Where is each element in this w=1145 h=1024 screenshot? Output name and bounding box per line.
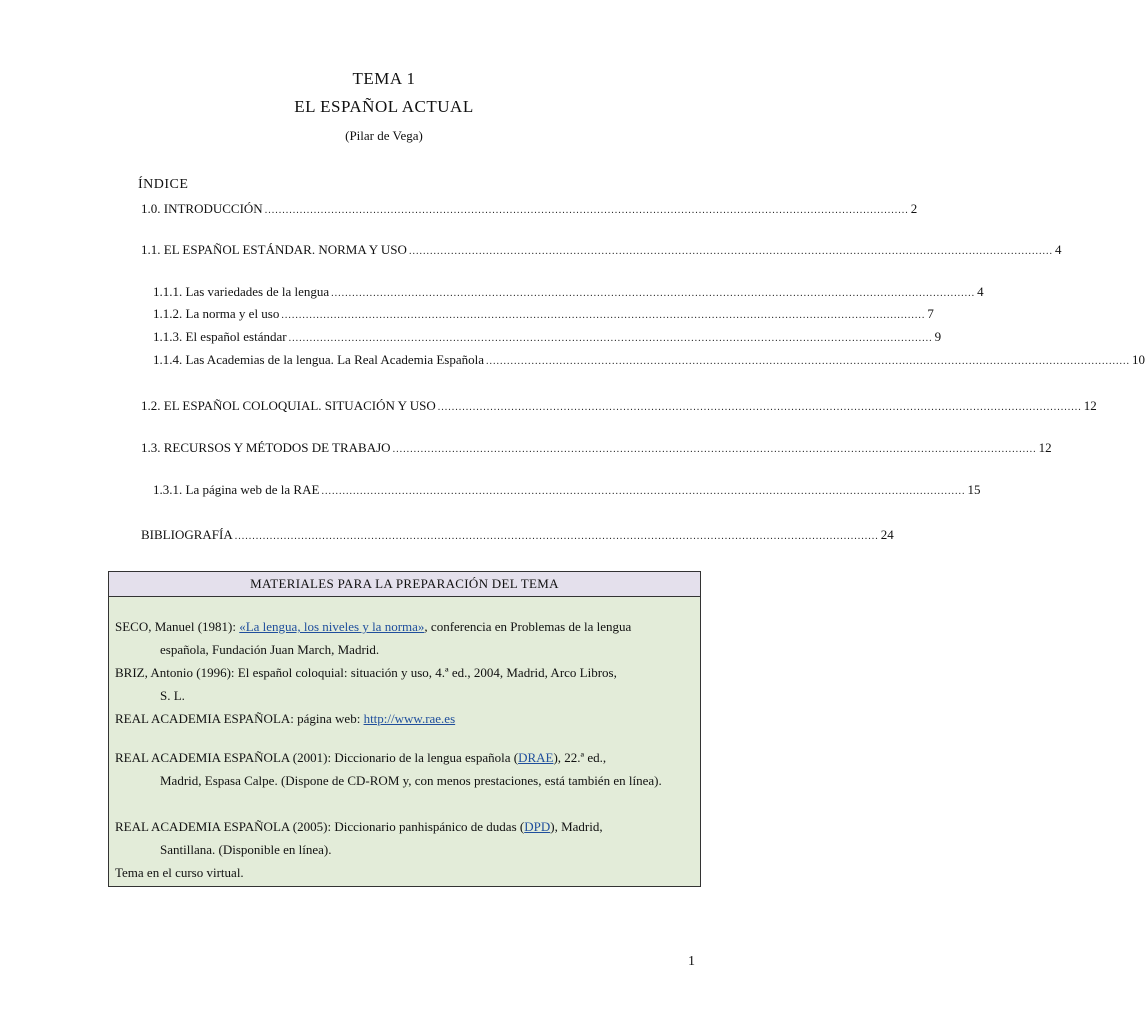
toc-entry-label: 1.1. EL ESPAÑOL ESTÁNDAR. NORMA Y USO xyxy=(141,242,407,257)
reference-link-drae[interactable]: DRAE xyxy=(518,750,554,765)
toc-leader: ........................................................................................................................................................................................ xyxy=(331,288,976,299)
toc-entry-page: 7 xyxy=(927,306,934,321)
reference-text: REAL ACADEMIA ESPAÑOLA (2005): Diccionario panhispánico de dudas ( xyxy=(115,819,525,834)
toc-entry-label: BIBLIOGRAFÍA xyxy=(141,527,233,542)
toc-leader: ........................................................................................................................................................................................ xyxy=(486,356,1131,367)
toc-leader: ........................................................................................................................................................................................ xyxy=(437,402,1082,413)
document-title: EL ESPAÑOL ACTUAL xyxy=(294,97,474,116)
reference-text: SECO, Manuel (1981): xyxy=(115,619,240,634)
toc-leader: ........................................................................................................................................................................................ xyxy=(264,205,909,216)
toc-entry-page: 12 xyxy=(1038,440,1052,455)
toc-entry-label: 1.3.1. La página web de la RAE xyxy=(153,482,320,497)
toc-entry-page: 4 xyxy=(977,284,984,299)
toc-entry-page: 12 xyxy=(1083,398,1097,413)
toc-entry-label: 1.0. INTRODUCCIÓN xyxy=(141,201,263,216)
toc-leader: ........................................................................................................................................................................................ xyxy=(288,333,933,344)
toc-entry-label: 1.1.2. La norma y el uso xyxy=(153,306,280,321)
reference-continuation: española, Fundación Juan March, Madrid. xyxy=(160,642,380,657)
materials-box xyxy=(108,571,701,887)
toc-entry-label: 1.2. EL ESPAÑOL COLOQUIAL. SITUACIÓN Y USO xyxy=(141,398,436,413)
reference-drae xyxy=(115,746,700,792)
toc-entry-label: 1.1.3. El español estándar xyxy=(153,329,287,344)
toc-entry-page: 9 xyxy=(934,329,942,344)
toc-entry-label: 1.3. RECURSOS Y MÉTODOS DE TRABAJO xyxy=(141,440,391,455)
reference-briz xyxy=(115,661,700,707)
reference-text: REAL ACADEMIA ESPAÑOLA (2001): Diccionario de la lengua española ( xyxy=(115,750,519,765)
reference-text: , conferencia en Problemas de la lengua xyxy=(424,619,632,634)
reference-link-seco[interactable]: «La lengua, los niveles y la norma» xyxy=(239,619,425,634)
toc-entry-page: 2 xyxy=(910,201,918,216)
reference-virtual-course: Tema en el curso virtual. xyxy=(115,865,244,880)
toc-entry xyxy=(153,284,984,300)
tema-number: TEMA 1 xyxy=(352,69,416,88)
toc-entry-page: 10 xyxy=(1132,352,1145,367)
toc-leader: ........................................................................................................................................................................................ xyxy=(321,486,966,497)
toc-entry-page: 15 xyxy=(967,482,981,497)
reference-rae-web xyxy=(115,707,700,730)
toc-leader: ........................................................................................................................................................................................ xyxy=(234,531,879,542)
materials-heading: MATERIALES PARA LA PREPARACIÓN DEL TEMA xyxy=(109,572,700,597)
reference-dpd xyxy=(115,815,700,861)
reference-text: ), 22.ª ed., xyxy=(553,750,607,765)
toc-entry xyxy=(141,201,918,217)
reference-continuation: S. L. xyxy=(160,688,185,703)
reference-text: BRIZ, Antonio (1996): El español coloquial: situación y uso, 4.ª ed., 2004, Madrid, Arco Libros, xyxy=(115,665,617,680)
toc-entry xyxy=(153,482,981,498)
toc-entry xyxy=(141,440,1052,456)
toc-leader: ........................................................................................................................................................................................ xyxy=(408,246,1053,257)
toc-leader: ........................................................................................................................................................................................ xyxy=(392,444,1037,455)
toc-leader: ........................................................................................................................................................................................ xyxy=(281,310,926,321)
toc-entry-label: 1.1.1. Las variedades de la lengua xyxy=(153,284,330,299)
toc-entry xyxy=(141,242,1062,258)
page-number: 1 xyxy=(688,954,695,969)
reference-text: REAL ACADEMIA ESPAÑOLA: página web: xyxy=(115,711,364,726)
document-author: (Pilar de Vega) xyxy=(345,128,423,143)
index-heading: ÍNDICE xyxy=(138,177,189,192)
reference-link-rae[interactable]: http://www.rae.es xyxy=(363,711,456,726)
reference-seco xyxy=(115,615,700,661)
reference-continuation: Santillana. (Disponible en línea). xyxy=(160,842,332,857)
toc-entry-page: 24 xyxy=(880,527,894,542)
reference-continuation: Madrid, Espasa Calpe. (Dispone de CD-ROM y, con menos prestaciones, está también en línea). xyxy=(160,773,662,788)
toc-entry xyxy=(153,306,934,322)
toc-entry xyxy=(141,527,894,543)
toc-entry xyxy=(153,352,1145,368)
toc-entry-page: 4 xyxy=(1054,242,1062,257)
toc-entry-label: 1.1.4. Las Academias de la lengua. La Real Academia Española xyxy=(153,352,485,367)
toc-entry xyxy=(141,398,1097,414)
toc-entry xyxy=(153,329,942,345)
reference-link-dpd[interactable]: DPD xyxy=(524,819,551,834)
reference-text: ), Madrid, xyxy=(550,819,603,834)
